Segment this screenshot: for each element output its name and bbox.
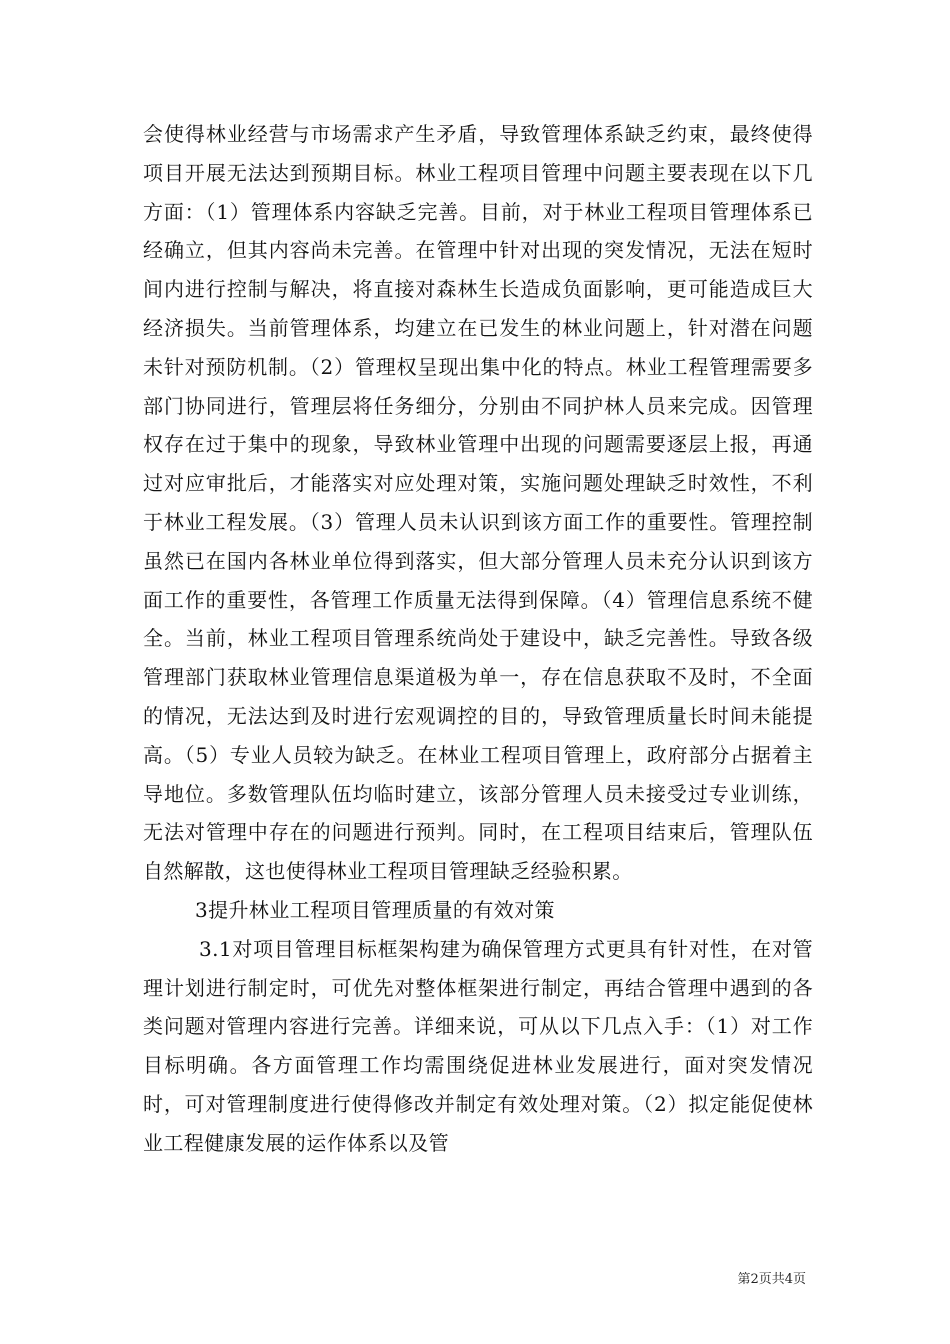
page-number-footer: 第2页共4页 — [737, 1272, 806, 1287]
section-heading: 3提升林业工程项目管理质量的有效对策 — [195, 897, 555, 922]
document-body — [143, 115, 813, 1163]
body-paragraph-1: 会使得林业经营与市场需求产生矛盾，导致管理体系缺乏约束，最终使得项目开展无法达到预期目标。林业工程项目管理中问题主要表现在以下几方面：（1）管理体系内容缺乏完善。目前，对于林业工程项目管理体系已经确立，但其内容尚未完善。在管理中针对出现的突发情况，无法在短时间内进行控制与解决，将直接对森林生长造成负面影响，更可能造成巨大经济损失。当前管理体系，均建立在已发生的林业问题上，针对潜在问题未针对预防机制。（2）管理权呈现出集中化的特点。林业工程管理需要多部门协同进行，管理层将任务细分，分别由不同护林人员来完成。因管理权存在过于集中的现象，导致林业管理中出现的问题需要逐层上报，再通过对应审批后，才能落实对应处理对策，实施问题处理缺乏时效性，不利于林业工程发展。（3）管理人员未认识到该方面工作的重要性。管理控制虽然已在国内各林业单位得到落实，但大部分管理人员未充分认识到该方面工作的重要性，各管理工作质量无法得到保障。（4）管理信息系统不健全。当前，林业工程项目管理系统尚处于建设中，缺乏完善性。导致各级管理部门获取林业管理信息渠道极为单一，存在信息获取不及时，不全面的情况，无法达到及时进行宏观调控的目的，导致管理质量长时间未能提高。（5）专业人员较为缺乏。在林业工程项目管理上，政府部分占据着主导地位。多数管理队伍均临时建立，该部分管理人员未接受过专业训练，无法对管理中存在的问题进行预判。同时，在工程项目结束后，管理队伍自然解散，这也使得林业工程项目管理缺乏经验积累。 — [143, 122, 813, 884]
body-paragraph-2: 3.1对项目管理目标框架构建为确保管理方式更具有针对性，在对管理计划进行制定时，可优先对整体框架进行制定，再结合管理中遇到的各类问题对管理内容进行完善。详细来说，可从以下几点入手：（1）对工作目标明确。各方面管理工作均需围绕促进林业发展进行，面对突发情况时，可对管理制度进行使得修改并制定有效处理对策。（2）拟定能促使林业工程健康发展的运作体系以及管 — [143, 936, 813, 1155]
